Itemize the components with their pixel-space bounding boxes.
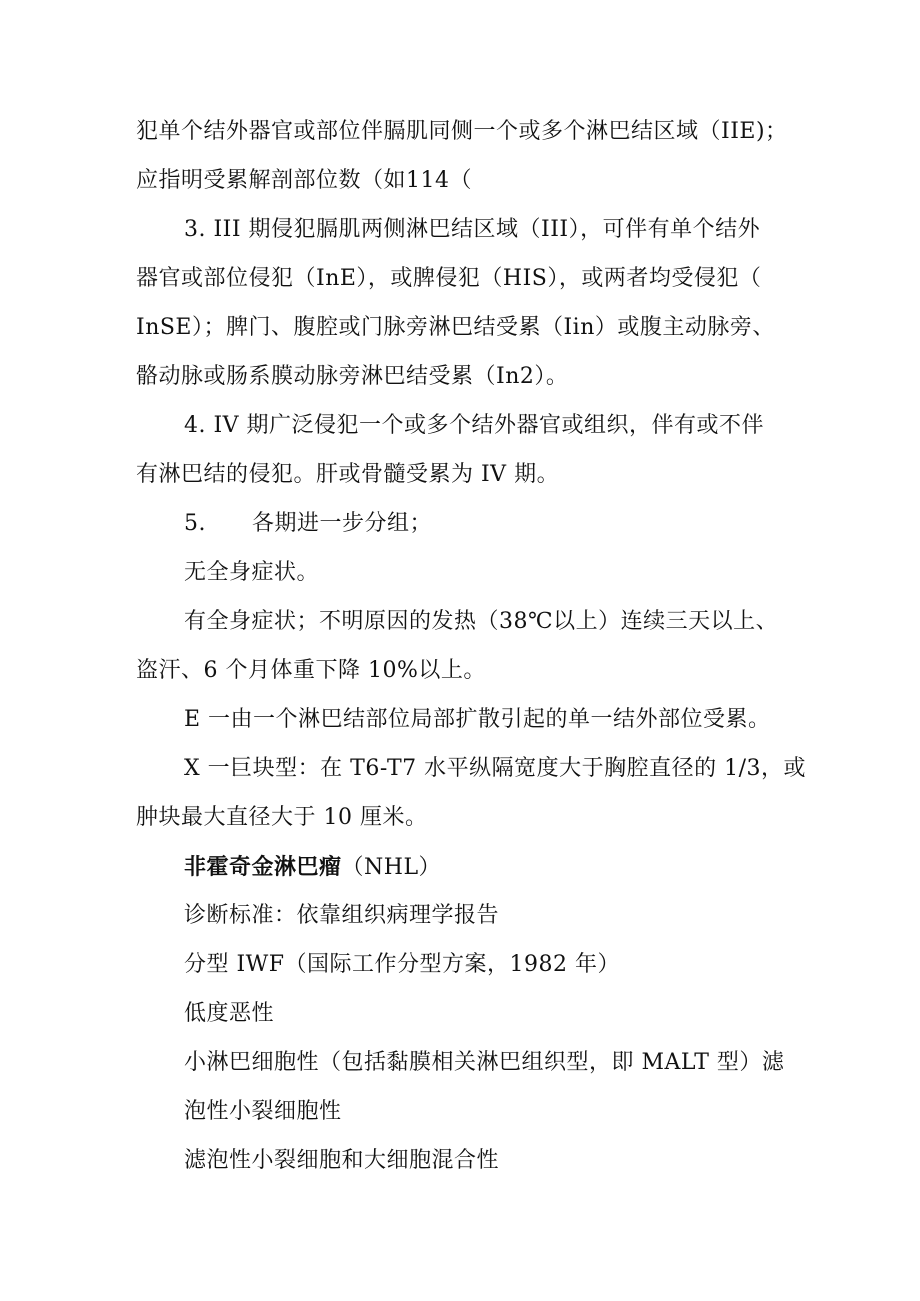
text-line-6: 骼动脉或肠系膜动脉旁淋巴结受累（In2）。: [136, 364, 569, 389]
text-line-18: 分型 IWF（国际工作分型方案，1982 年）: [184, 952, 621, 977]
heading-abbr: （NHL）: [341, 855, 442, 880]
text-line-5: InSE）；脾门、腹腔或门脉旁淋巴结受累（Iin）或腹主动脉旁、: [136, 315, 775, 340]
text-line-15: 肿块最大直径大于 10 厘米。: [136, 805, 428, 830]
text-line-10: 无全身症状。: [184, 560, 320, 585]
text-line-7: 4. IV 期广泛侵犯一个或多个结外器官或组织，伴有或不伴: [184, 413, 765, 438]
text-line-1: 犯单个结外器官或部位伴膈肌同侧一个或多个淋巴结区域（IIE)；: [136, 119, 788, 144]
text-line-22: 滤泡性小裂细胞和大细胞混合性: [184, 1148, 500, 1173]
text-line-20: 小淋巴细胞性（包括黏膜相关淋巴组织型，即 MALT 型）滤: [184, 1050, 785, 1075]
text-line-17: 诊断标准：依靠组织病理学报告: [184, 903, 500, 928]
text-line-13: E 一由一个淋巴结部位局部扩散引起的单一结外部位受累。: [184, 707, 771, 732]
text-line-2: 应指明受累解剖部位数（如114（: [136, 168, 472, 193]
text-line-14: X 一巨块型：在 T6-T7 水平纵隔宽度大于胸腔直径的 1/3，或: [184, 756, 807, 781]
list-text: 各期进一步分组；: [252, 511, 433, 536]
text-line-19: 低度恶性: [184, 1001, 275, 1026]
text-line-8: 有淋巴结的侵犯。肝或骨髓受累为 IV 期。: [136, 462, 560, 487]
text-line-4: 器官或部位侵犯（InE），或脾侵犯（HIS），或两者均受侵犯（: [136, 266, 762, 291]
text-line-11: 有全身症状；不明原因的发热（38℃以上）连续三天以上、: [184, 609, 779, 634]
section-heading: [184, 852, 441, 883]
text-line-9: [184, 509, 432, 539]
text-line-3: 3. III 期侵犯膈肌两侧淋巴结区域（III），可伴有单个结外: [184, 217, 761, 242]
list-number: 5.: [184, 511, 206, 536]
heading-title: 非霍奇金淋巴瘤: [184, 854, 342, 880]
text-line-12: 盗汗、6 个月体重下降 10%以上。: [136, 658, 486, 683]
text-line-21: 泡性小裂细胞性: [184, 1099, 342, 1124]
